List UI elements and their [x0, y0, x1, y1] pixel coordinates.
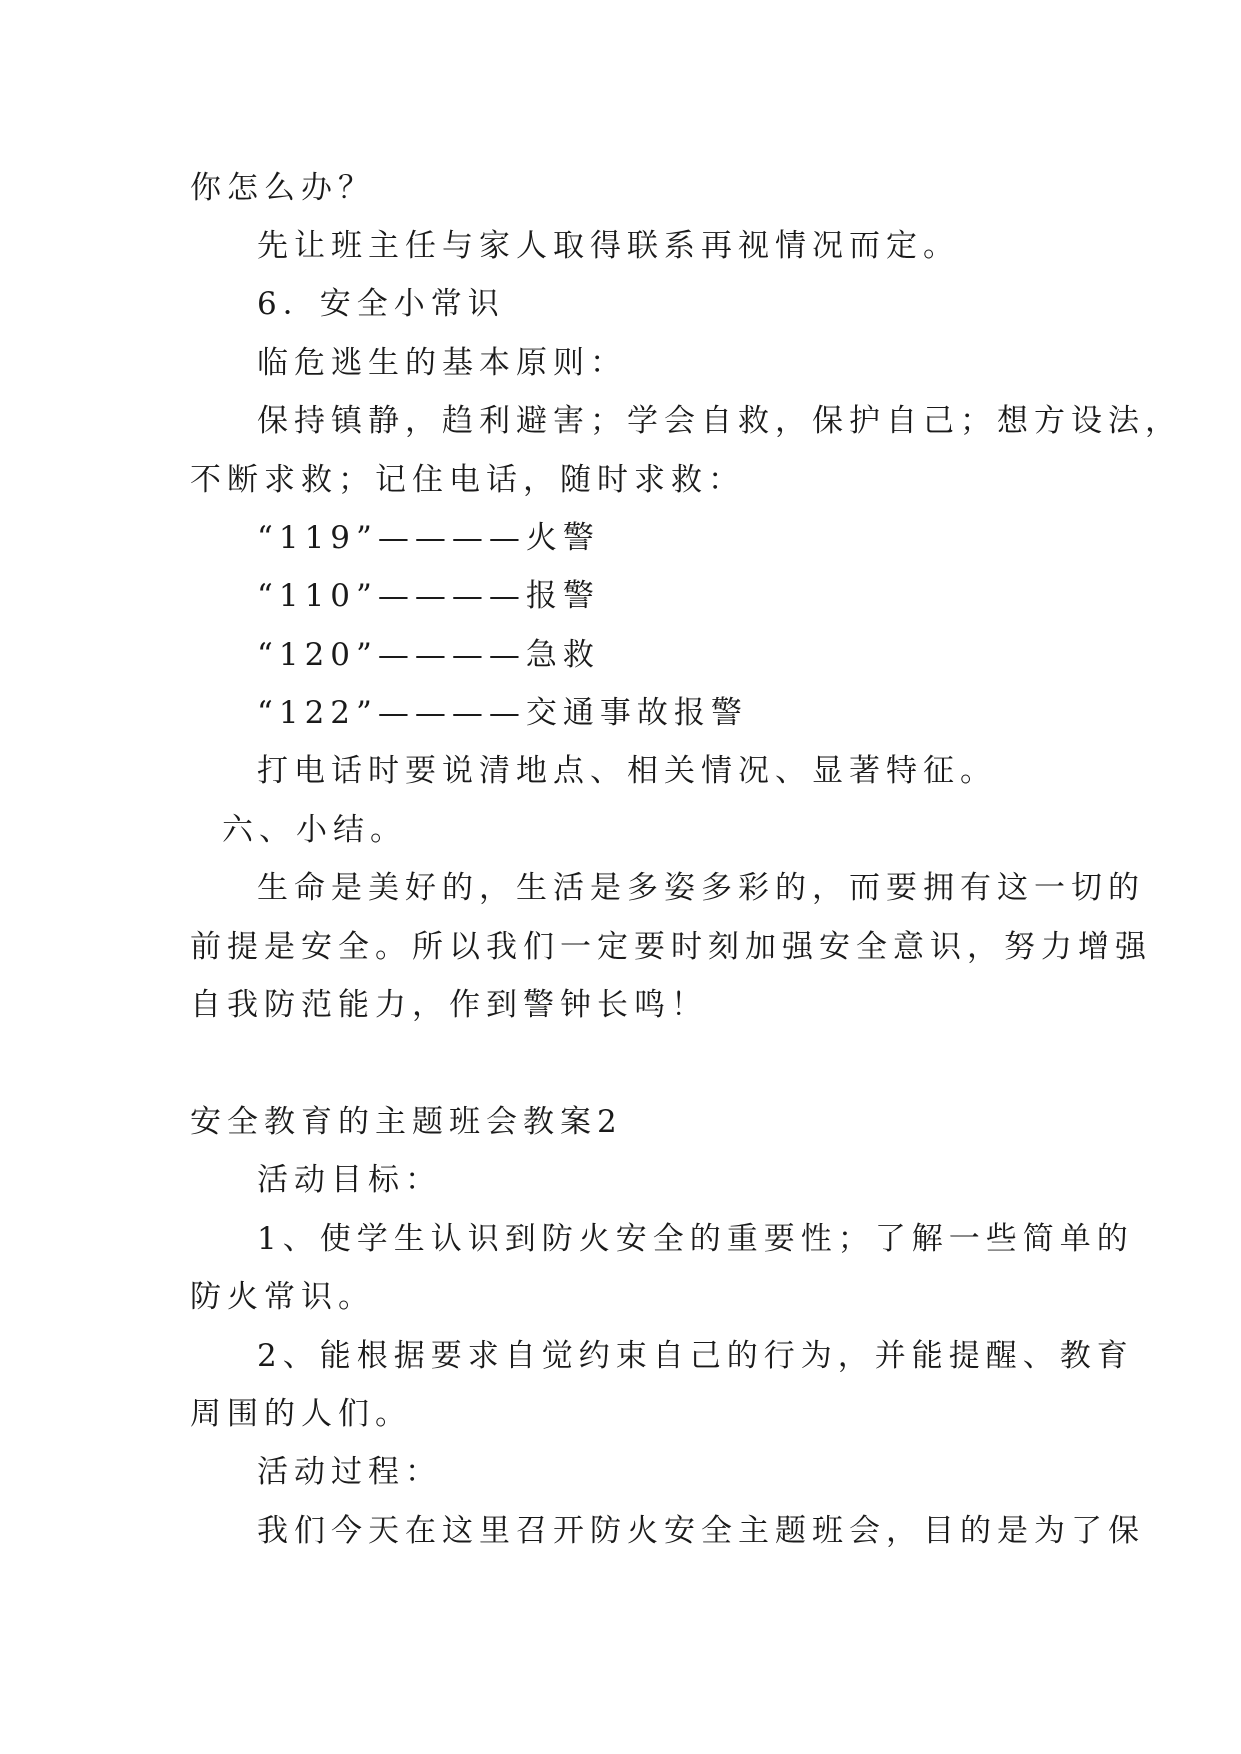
- paragraph-line: 周围的人们。: [190, 1396, 412, 1432]
- section-heading: 活动目标：: [257, 1162, 442, 1198]
- paragraph-line: 不断求救；记住电话，随时求救：: [190, 462, 745, 498]
- paragraph-line: 保持镇静，趋利避害；学会自救，保护自己；想方设法，: [257, 403, 1182, 439]
- section-heading: 六、小结。: [222, 812, 407, 848]
- paragraph-line: 先让班主任与家人取得联系再视情况而定。: [257, 228, 960, 264]
- paragraph-line: 打电话时要说清地点、相关情况、显著特征。: [257, 753, 997, 789]
- paragraph-line: 生命是美好的，生活是多姿多彩的，而要拥有这一切的: [257, 870, 1145, 906]
- section-heading: 6．安全小常识: [257, 286, 505, 322]
- phone-number-line: “122”————交通事故报警: [257, 695, 748, 731]
- phone-number-line: “119”————火警: [257, 520, 600, 556]
- section-heading: 活动过程：: [257, 1454, 442, 1490]
- paragraph-line: 你怎么办？: [190, 170, 375, 206]
- paragraph-line: 防火常识。: [190, 1279, 375, 1315]
- paragraph-line: 1、使学生认识到防火安全的重要性；了解一些简单的: [257, 1221, 1134, 1257]
- paragraph-line: 前提是安全。所以我们一定要时刻加强安全意识，努力增强: [190, 929, 1152, 965]
- phone-number-line: “110”————报警: [257, 578, 600, 614]
- phone-number-line: “120”————急救: [257, 637, 600, 673]
- document-title: 安全教育的主题班会教案2: [190, 1104, 623, 1140]
- paragraph-line: 我们今天在这里召开防火安全主题班会，目的是为了保: [257, 1513, 1145, 1549]
- paragraph-line: 自我防范能力，作到警钟长鸣！: [190, 987, 708, 1023]
- paragraph-line: 临危逃生的基本原则：: [257, 345, 627, 381]
- paragraph-line: 2、能根据要求自觉约束自己的行为，并能提醒、教育: [257, 1338, 1134, 1374]
